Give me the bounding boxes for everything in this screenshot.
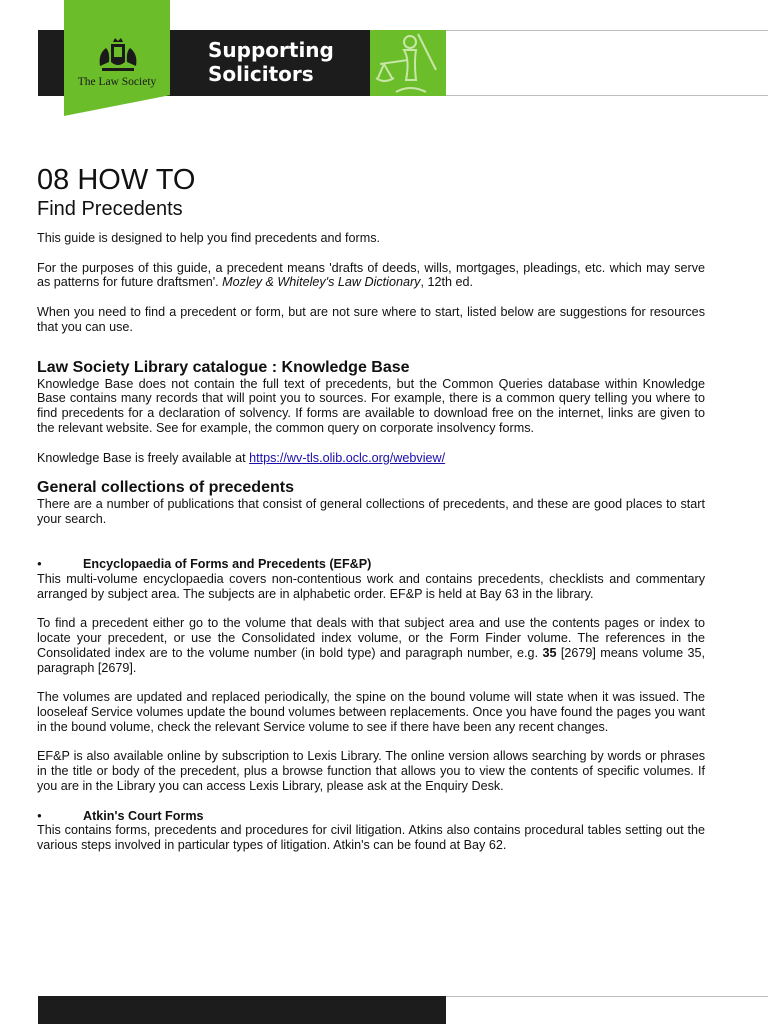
- efp-paragraph-2: [37, 616, 705, 675]
- doc-title: 08 HOW TO: [37, 164, 196, 196]
- header-title: [208, 38, 334, 86]
- intro-paragraph-2: [37, 261, 705, 291]
- efp-p2-paragraph-ref: [2679] means volume 35, paragraph [2679].: [37, 645, 705, 675]
- efp-title: Encyclopaedia of Forms and Precedents (EF&P): [83, 556, 372, 571]
- knowledge-base-link[interactable]: https://wv-tls.olib.oclc.org/webview/: [249, 450, 446, 465]
- header-rule-top: [446, 30, 768, 31]
- header-title-line1: Supporting: [208, 38, 334, 62]
- document-body: [37, 163, 705, 868]
- efp-paragraph-4: EF&P is also available online by subscription to Lexis Library. The online version allows searching by words or phrases in the title or body of the precedent, plus a browse function that allows you to view the contents of specific volumes. If you are in the Library you can access Lexis Library, please ask at the Enquiry Desk.: [37, 749, 705, 793]
- knowledge-base-paragraph: Knowledge Base does not contain the full text of precedents, but the Common Queries database within Knowledge Base contains many records that will point you to sources. For example, there is a common query telling you where to find precedents for a declaration of solvency. If forms are available to download free on the internet, links are given to the relevant website. See for example, the common query on corporate insolvency forms.: [37, 376, 705, 435]
- header-title-line2: Solicitors: [208, 62, 314, 86]
- intro2-edition: , 12th ed.: [420, 275, 473, 290]
- intro2-citation: Mozley & Whiteley's Law Dictionary: [222, 275, 421, 290]
- efp-p2-text: To find a precedent either go to the volume that deals with that subject area and use the contents pages or index to locate your precedent, or use the Consolidated index volume, or the Form Finder volume. The references in the Consolidated index are to the volume number (in bold type) and paragraph number, e.g.: [37, 616, 705, 660]
- knowledge-base-availability: [37, 451, 705, 466]
- lady-justice-image: [370, 30, 446, 96]
- footer-rule: [446, 996, 768, 997]
- efp-paragraph-3: The volumes are updated and replaced periodically, the spine on the bound volume will state when it was issued. The looseleaf Service volumes update the bound volumes between replacements. Once you have found the pages you want in the bound volume, check the relevant Service volume to see if there have been any recent changes.: [37, 690, 705, 734]
- bullet-atkins: [37, 809, 705, 824]
- efp-p2-volume: 35: [542, 645, 557, 660]
- doc-subtitle: Find Precedents: [37, 198, 183, 220]
- bullet-efp: [37, 557, 705, 572]
- availability-text: Knowledge Base is freely available at: [37, 450, 250, 465]
- law-society-crest-icon: [96, 36, 140, 74]
- law-society-logo-text: The Law Society: [77, 76, 157, 88]
- lady-justice-icon: [370, 30, 446, 96]
- general-collections-paragraph: There are a number of publications that consist of general collections of precedents, and these are good places to start your search.: [37, 497, 705, 527]
- atkins-paragraph: This contains forms, precedents and procedures for civil litigation. Atkins also contains procedural tables setting out the various steps involved in particular types of litigation. Atkin's can be found at Bay 62.: [37, 823, 705, 853]
- section-heading-knowledge-base: Law Society Library catalogue : Knowledge Base: [37, 358, 410, 376]
- footer-bar: [38, 996, 446, 1024]
- efp-paragraph-1: This multi-volume encyclopaedia covers non-contentious work and contains precedents, checklists and commentary arranged by subject area. The subjects are in alphabetic order. EF&P is held at Bay 63 in the library.: [37, 571, 705, 601]
- bullet-icon: ●: [37, 810, 42, 820]
- intro2-text: For the purposes of this guide, a precedent means 'drafts of deeds, wills, mortgages, pleadings, etc. which may serve as patterns for future draftsmen'.: [37, 260, 705, 290]
- intro-paragraph-3: When you need to find a precedent or form, but are not sure where to start, listed below are suggestions for resources that you can use.: [37, 304, 705, 334]
- atkins-title: Atkin's Court Forms: [83, 808, 204, 823]
- intro-paragraph-1: This guide is designed to help you find precedents and forms.: [37, 231, 381, 245]
- section-heading-general-collections: General collections of precedents: [37, 479, 294, 497]
- bullet-icon: ●: [37, 558, 42, 568]
- header-rule-bottom: [446, 95, 768, 96]
